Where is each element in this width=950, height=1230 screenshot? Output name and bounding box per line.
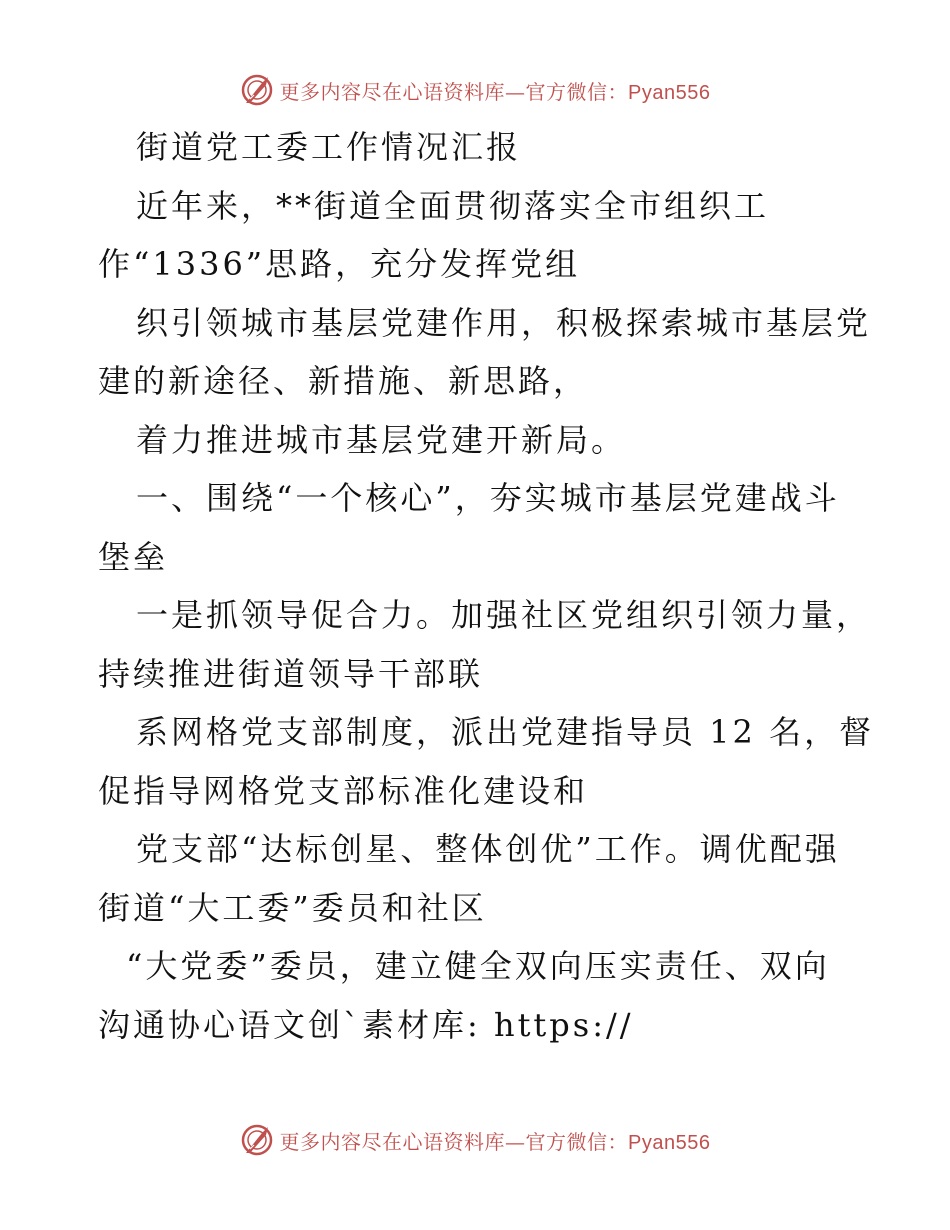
paragraph-line: 织引领城市基层党建作用，积极探索城市基层党 [136, 303, 872, 342]
paragraph-line: 建的新途径、新措施、新思路， [98, 362, 589, 400]
quill-pen-logo-icon [240, 1123, 274, 1157]
paragraph-line: 沟通协心语文创`素材库: https:// [98, 1005, 634, 1044]
document-title: 街道党工委工作情况汇报 [136, 128, 522, 166]
watermark-label: 更多内容尽在心语资料库—官方微信： [279, 79, 629, 104]
paragraph-line: 着力推进城市基层党建开新局。 [136, 420, 627, 459]
header-watermark [0, 70, 950, 110]
paragraph-line: 持续推进街道领导干部联 [98, 654, 484, 693]
document-body [98, 118, 875, 1054]
quill-pen-logo-icon [240, 73, 274, 107]
paragraph-line: 促指导网格党支部标准化建设和 [98, 771, 589, 810]
paragraph-line: 党支部“达标创星、整体创优”工作。调优配强 [136, 830, 840, 868]
paragraph-line: 街道“大工委”委员和社区 [98, 888, 487, 927]
paragraph-line: 一是抓领导促合力。加强社区党组织引领力量， [136, 596, 872, 634]
paragraph-line: 作“1336”思路，充分发挥党组 [98, 245, 581, 283]
paragraph-line: “大党委”委员，建立健全双向压实责任、双向 [126, 947, 830, 985]
paragraph-line: 近年来，**街道全面贯彻落实全市组织工 [136, 186, 770, 225]
footer-watermark [0, 1120, 950, 1160]
watermark-group [240, 73, 711, 107]
paragraph-line: 系网格党支部制度，派出党建指导员 12 名，督 [136, 713, 875, 751]
watermark-text [280, 76, 711, 105]
watermark-text [280, 1126, 711, 1155]
section-heading: 一、围绕“一个核心”，夯实城市基层党建战斗 [136, 479, 840, 517]
watermark-account: Pyan556 [628, 81, 711, 104]
watermark-label: 更多内容尽在心语资料库—官方微信： [279, 1129, 629, 1154]
watermark-group [240, 1123, 711, 1157]
watermark-account: Pyan556 [628, 1131, 711, 1154]
section-heading-continued: 堡垒 [98, 537, 169, 576]
